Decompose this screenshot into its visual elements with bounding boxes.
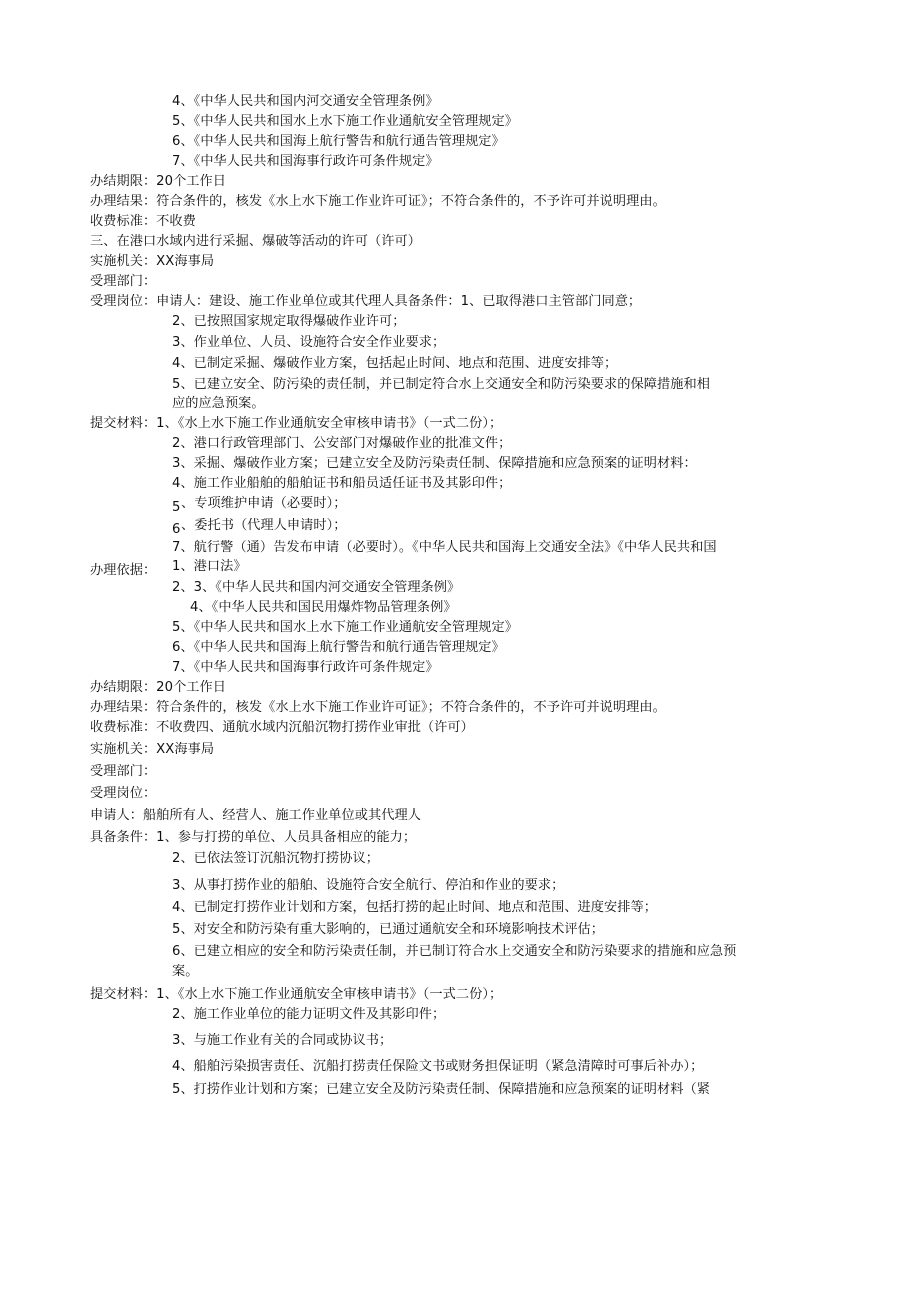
text-line: 、委托书（代理人申请时）；	[181, 518, 347, 533]
text-line: 3、与施工作业有关的合同或协议书；	[172, 1033, 393, 1048]
text-line: 收费标准：不收费四、通航水域内沉船沉物打捞作业审批（许可）	[90, 720, 474, 735]
section-heading: 三、在港口水域内进行采掘、爆破等活动的许可（许可）	[90, 234, 421, 249]
text-line: 4、《中华人民共和国内河交通安全管理条例》	[172, 94, 439, 109]
text-line: 5、对安全和防污染有重大影响的，已通过通航安全和环境影响技术评估；	[172, 922, 605, 937]
text-line: 案。	[172, 964, 199, 979]
text-line: 1、港口法》	[172, 559, 247, 574]
text-line: 2、已按照国家规定取得爆破作业许可；	[172, 314, 406, 329]
text-line: 4、船舶污染损害责任、沉船打捞责任保险文书或财务担保证明（紧急清障时可事后补办）；	[172, 1059, 704, 1074]
text-line: 具备条件：1、参与打捞的单位、人员具备相应的能力；	[90, 830, 417, 845]
text-line: 受理部门：	[90, 764, 157, 779]
text-line: 5、《中华人民共和国水上水下施工作业通航安全管理规定》	[172, 620, 519, 635]
text-line: 提交材料：1、《水上水下施工作业通航安全审核申请书》（一式二份）；	[90, 416, 503, 431]
text-line: 5	[172, 500, 181, 515]
text-line: 实施机关：XX海事局	[90, 254, 215, 269]
text-line: 4、施工作业船舶的船舶证书和船员适任证书及其影印件；	[172, 476, 512, 491]
text-line: 办结期限：20个工作日	[90, 174, 227, 189]
text-line: 4、已制定采掘、爆破作业方案，包括起止时间、地点和范围、进度安排等；	[172, 356, 618, 371]
text-line: 办结期限：20个工作日	[90, 680, 227, 695]
text-line: 2、施工作业单位的能力证明文件及其影印件；	[172, 1007, 446, 1022]
text-line: 6、已建立相应的安全和防污染责任制，并已制订符合水上交通安全和防污染要求的措施和应急预	[172, 944, 737, 959]
text-line: 实施机关：XX海事局	[90, 742, 215, 757]
text-line: 办理依据：	[90, 563, 157, 578]
text-line: 4、已制定打捞作业计划和方案，包括打捞的起止时间、地点和范围、进度安排等；	[172, 900, 657, 915]
text-line: 7、《中华人民共和国海事行政许可条件规定》	[172, 154, 439, 169]
text-line: 收费标准：不收费	[90, 214, 196, 229]
text-line: 2、港口行政管理部门、公安部门对爆破作业的批准文件；	[172, 436, 512, 451]
text-line: 6	[172, 522, 181, 537]
text-line: 3、采掘、爆破作业方案；已建立安全及防污染责任制、保障措施和应急预案的证明材料：	[172, 456, 697, 471]
text-line: 办理结果：符合条件的，核发《水上水下施工作业许可证》；不符合条件的，不予许可并说明理由。	[90, 700, 666, 715]
text-line: 7、《中华人民共和国海事行政许可条件规定》	[172, 660, 439, 675]
text-line: 、专项维护申请（必要时）；	[181, 496, 347, 511]
text-line: 受理部门：	[90, 274, 157, 289]
text-line: 6、《中华人民共和国海上航行警告和航行通告管理规定》	[172, 640, 505, 655]
text-line: 应的应急预案。	[172, 396, 265, 411]
text-line: 3、作业单位、人员、设施符合安全作业要求；	[172, 335, 446, 350]
text-line: 3、从事打捞作业的船舶、设施符合安全航行、停泊和作业的要求；	[172, 878, 565, 893]
text-line: 2、已依法签订沉船沉物打捞协议；	[172, 851, 380, 866]
text-line: 7、航行警（通）告发布申请（必要时）。《中华人民共和国海上交通安全法》《中华人民共和国	[172, 540, 717, 555]
text-line: 5、《中华人民共和国水上水下施工作业通航安全管理规定》	[172, 114, 519, 129]
text-line: 受理岗位：申请人：建设、施工作业单位或其代理人具备条件：1、已取得港口主管部门同意；	[90, 294, 642, 309]
text-line: 办理结果：符合条件的，核发《水上水下施工作业许可证》；不符合条件的，不予许可并说明理由。	[90, 194, 666, 209]
text-line: 6、《中华人民共和国海上航行警告和航行通告管理规定》	[172, 134, 505, 149]
text-line: 5、已建立安全、防污染的责任制，并已制定符合水上交通安全和防污染要求的保障措施和相	[172, 377, 710, 392]
text-line: 2、3、《中华人民共和国内河交通安全管理条例》	[172, 580, 461, 595]
text-line: 提交材料：1、《水上水下施工作业通航安全审核申请书》（一式二份）；	[90, 987, 503, 1002]
text-line: 受理岗位：	[90, 786, 157, 801]
text-line: 申请人：船舶所有人、经营人、施工作业单位或其代理人	[90, 808, 421, 823]
text-line: 4、《中华人民共和国民用爆炸物品管理条例》	[190, 600, 457, 615]
text-line: 5、打捞作业计划和方案；已建立安全及防污染责任制、保障措施和应急预案的证明材料（紧	[172, 1082, 710, 1097]
